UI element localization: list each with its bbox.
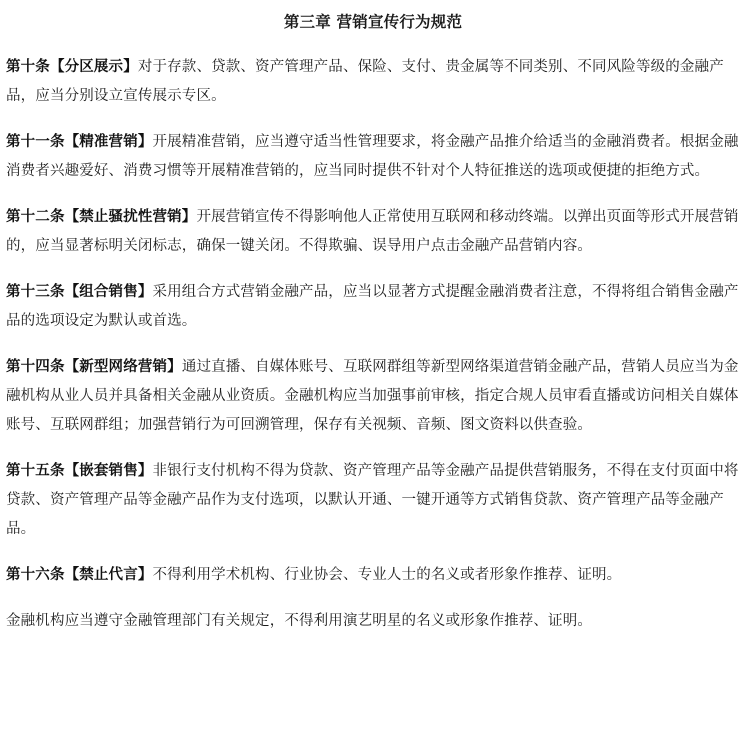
article-text: 采用组合方式营销金融产品，应当以显著方式提醒金融消费者注意，不得将组合销售金融产品的选项设定为默认或首选。 [6,284,739,329]
article-heading: 第十四条【新型网络营销】 [6,359,182,375]
article-heading: 第十一条【精准营销】 [6,134,153,150]
article-text: 非银行支付机构不得为贷款、资产管理产品等金融产品提供营销服务，不得在支付页面中将贷款、资产管理产品等金融产品作为支付选项，以默认开通、一键开通等方式销售贷款、资产管理产品等金融产品。 [6,463,739,537]
article-14 [6,353,740,440]
article-text: 开展精准营销，应当遵守适当性管理要求，将金融产品推介给适当的金融消费者。根据金融消费者兴趣爱好、消费习惯等开展精准营销的，应当同时提供不针对个人特征推送的选项或便捷的拒绝方式。 [6,134,739,179]
article-text: 对于存款、贷款、资产管理产品、保险、支付、贵金属等不同类别、不同风险等级的金融产品，应当分别设立宣传展示专区。 [6,59,724,104]
chapter-title: 第三章 营销宣传行为规范 [283,13,463,31]
article-heading: 第十五条【嵌套销售】 [6,463,153,479]
article-heading: 第十条【分区展示】 [6,59,138,75]
closing-paragraph: 金融机构应当遵守金融管理部门有关规定，不得利用演艺明星的名义或形象作推荐、证明。 [6,613,592,629]
article-heading: 第十六条【禁止代言】 [6,567,153,583]
article-text: 开展营销宣传不得影响他人正常使用互联网和移动终端。以弹出页面等形式开展营销的，应当显著标明关闭标志，确保一键关闭。不得欺骗、误导用户点击金融产品营销内容。 [6,209,739,254]
article-heading: 第十二条【禁止骚扰性营销】 [6,209,197,225]
article-15 [6,457,740,544]
article-16 [6,561,740,590]
article-11 [6,128,740,186]
article-12 [6,203,740,261]
document-body [0,11,748,636]
article-text: 不得利用学术机构、行业协会、专业人士的名义或者形象作推荐、证明。 [152,567,622,583]
article-text: 通过直播、自媒体账号、互联网群组等新型网络渠道营销金融产品，营销人员应当为金融机构从业人员并具备相关金融从业资质。金融机构应当加强事前审核，指定合规人员审看直播或访问相关自媒体账号、互联网群组；加强营销行为可回溯管理，保存有关视频、音频、图文资料以供查验。 [6,359,739,433]
article-10 [6,53,740,111]
article-13 [6,278,740,336]
article-heading: 第十三条【组合销售】 [6,284,153,300]
